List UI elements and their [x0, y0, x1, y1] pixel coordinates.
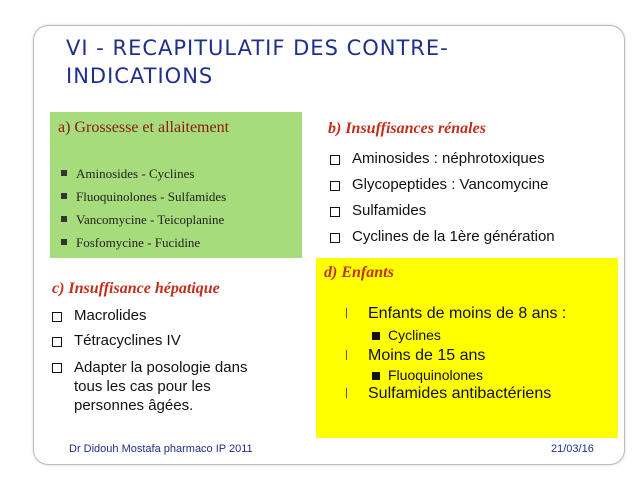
checkbox-bullet-icon [330, 155, 340, 165]
square-bullet-icon [61, 170, 67, 176]
square-bullet-icon [61, 193, 67, 199]
checkmark-bullet-icon [346, 350, 354, 360]
checkbox-bullet-icon [330, 233, 340, 243]
checkbox-bullet-icon [52, 312, 62, 322]
list-item: Aminosides : néphrotoxiques [328, 150, 555, 176]
pregnancy-list [58, 164, 226, 256]
list-item: Glycopeptides : Vancomycine [328, 176, 555, 202]
footer-author: Dr Didouh Mostafa pharmaco IP 2011 [69, 443, 253, 455]
list-item: Adapter la posologie dans tous les cas pour les personnes âgées. [50, 358, 300, 415]
hepatic-list [50, 307, 300, 415]
square-bullet-icon [372, 332, 380, 340]
square-bullet-icon [61, 216, 67, 222]
list-item: Fluoquinolones - Sulfamides [58, 187, 226, 210]
list-item: Sulfamides [328, 202, 555, 228]
square-bullet-icon [372, 372, 380, 380]
checkmark-bullet-icon [346, 308, 354, 318]
checkbox-bullet-icon [52, 363, 62, 373]
checkbox-bullet-icon [52, 337, 62, 347]
checkbox-bullet-icon [330, 181, 340, 191]
list-item: Vancomycine - Teicoplanine [58, 210, 226, 233]
checkbox-bullet-icon [330, 207, 340, 217]
list-item: Cyclines de la 1ère génération [328, 228, 555, 254]
list-item: Moins de 15 ans [346, 347, 566, 367]
renal-list [328, 150, 555, 254]
list-item: Tétracyclines IV [50, 332, 300, 358]
pregnancy-heading: a) Grossesse et allaitement [58, 119, 230, 136]
list-item: Cyclines [346, 327, 566, 347]
list-item: Fluoquinolones [346, 367, 566, 385]
children-heading: d) Enfants [324, 264, 394, 281]
list-item: Aminosides - Cyclines [58, 164, 226, 187]
slide-title: VI - RECAPITULATIF DES CONTRE-INDICATIONS [66, 36, 449, 88]
list-item: Macrolides [50, 307, 300, 332]
square-bullet-icon [61, 239, 67, 245]
hepatic-heading: c) Insuffisance hépatique [52, 280, 220, 297]
list-item: Sulfamides antibactériens [346, 385, 566, 407]
list-item: Enfants de moins de 8 ans : [346, 305, 566, 327]
renal-heading: b) Insuffisances rénales [328, 120, 486, 137]
list-item: Fosfomycine - Fucidine [58, 233, 226, 256]
children-list [346, 305, 566, 407]
footer-date: 21/03/16 [551, 443, 594, 455]
checkmark-bullet-icon [346, 388, 354, 398]
